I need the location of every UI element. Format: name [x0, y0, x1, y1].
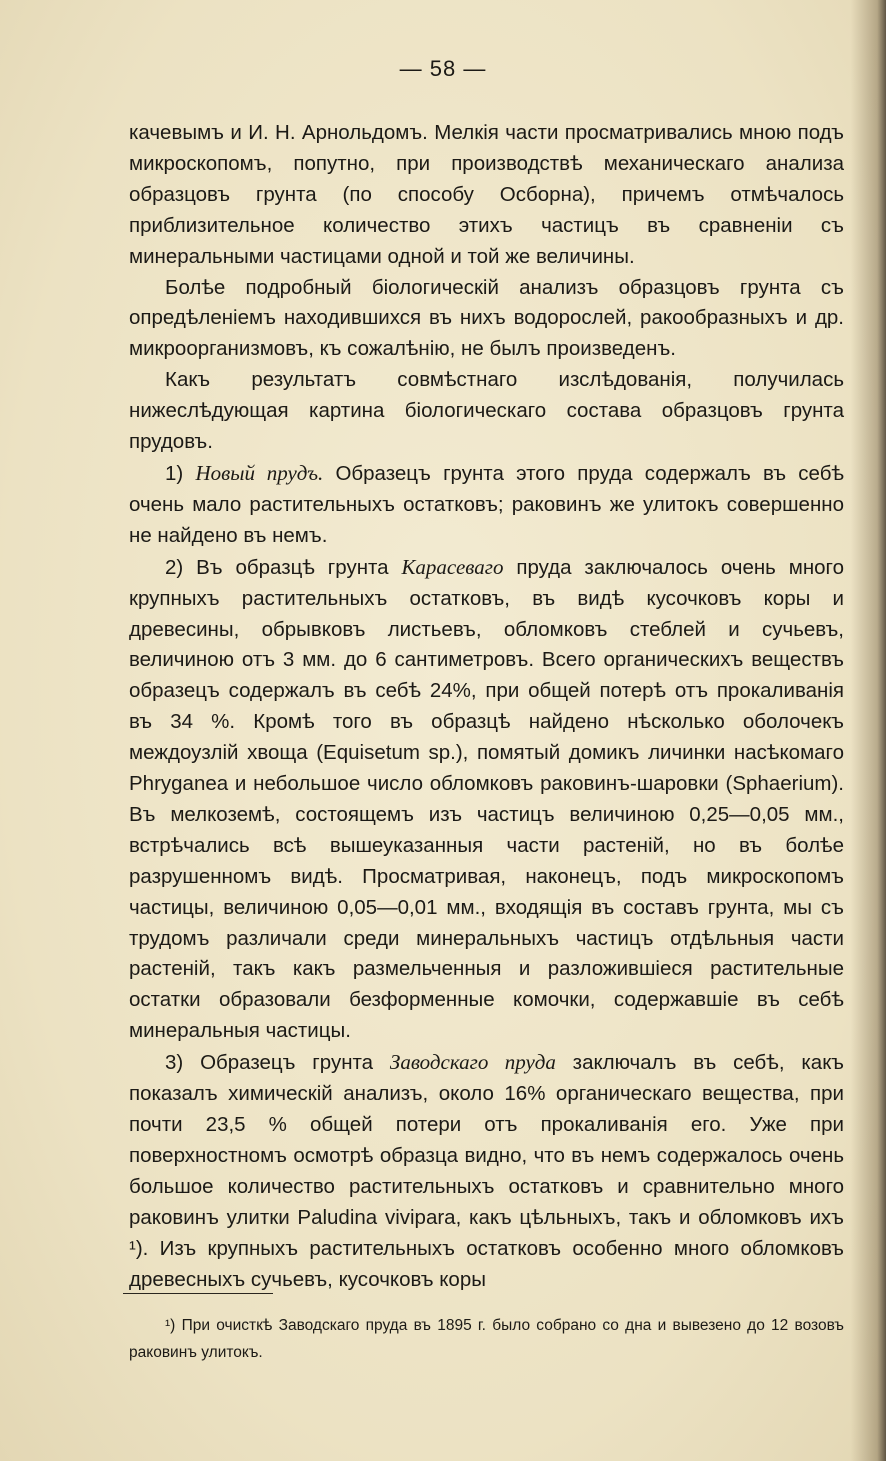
item-text: Образецъ грунта этого пруда содержалъ въ себѣ очень мало растительныхъ остатковъ; раковинъ же улитокъ совершенно не найдено въ немъ. — [129, 461, 845, 547]
paragraph-factory-pond — [129, 1047, 844, 1295]
item-text: пруда заключалось очень много крупныхъ растительныхъ остатковъ, въ видѣ кусочковъ коры и древесины, обрывковъ листьевъ, обломковъ стеблей и сучьевъ, величиною отъ 3 мм. до 6 сантиметровъ. Всего органическихъ веществъ образецъ содержалъ въ себѣ 24%, при общей потерѣ отъ прокаливанія въ 34 %. Кромѣ того въ образцѣ найдено нѣсколько оболочекъ междоузлій хвоща (Equisetum sp.), помятый домикъ личинки насѣкомаго Phryganea и небольшое число обломковъ раковинъ-шаровки (Sphaerium). Въ мелкоземѣ, состоящемъ изъ частицъ величиною 0,25—0,05 мм., встрѣчались всѣ вышеуказанныя части растеній, но въ болѣе разрушенномъ видѣ. Просматривая, наконецъ, подъ микроскопомъ частицы, величиною 0,05—0,01 мм., входящія въ составъ грунта, мы съ трудомъ различали среди минеральныхъ частицъ отдѣльныя части растеній, такъ какъ размельченныя и разложившіеся растительные остатки образовали безформенные комочки, содержавшіе въ себѣ минеральныя частицы. — [129, 555, 844, 1043]
footnote-mark: ¹) — [165, 1317, 176, 1334]
footnote-divider — [123, 1293, 273, 1294]
pond-name: Заводскаго пруда — [389, 1050, 556, 1075]
item-text: заключалъ въ себѣ, какъ показалъ химическій анализъ, около 16% органическаго вещества, при почти 23,5 % общей потери отъ прокаливанія его. Уже при поверхностномъ осмотрѣ образца видно, что въ немъ содержалось очень большое количество растительныхъ остатковъ и сравнительно много раковинъ улитки Paludina vivipara, какъ цѣльныхъ, такъ и обломковъ ихъ ¹). Изъ крупныхъ растительныхъ остатковъ особенно много обломковъ древесныхъ сучьевъ, кусочковъ коры — [129, 1051, 844, 1291]
footnote — [129, 1312, 844, 1366]
item-number: 1) — [165, 461, 184, 485]
paragraph-1: качевымъ и И. Н. Арнольдомъ. Мелкія части просматривались мною подъ микроскопомъ, попутно, при производствѣ механическаго анализа образцовъ грунта (по способу Осборна), причемъ отмѣчалось приблизительное количество этихъ частицъ въ сравненіи съ минеральными частицами одной и той же величины. — [129, 121, 844, 268]
item-number: 2) Въ образцѣ грунта — [165, 555, 389, 579]
paragraph-karasev-pond — [129, 552, 844, 1048]
paragraph-2: Болѣе подробный біологическій анализъ образцовъ грунта съ опредѣленіемъ находившихся въ нихъ водорослей, ракообразныхъ и др. микроорганизмовъ, къ сожалѣнію, не былъ произведенъ. — [129, 275, 844, 361]
page-number: — 58 — — [399, 56, 487, 81]
body-text — [129, 118, 844, 1295]
paragraph-new-pond — [129, 458, 844, 552]
paragraph-3: Какъ результатъ совмѣстнаго изслѣдованія, получилась нижеслѣдующая картина біологическаго состава образцовъ грунта прудовъ. — [129, 368, 844, 454]
pond-name: Карасеваго — [401, 554, 504, 579]
item-number: 3) Образецъ грунта — [165, 1051, 374, 1075]
footnote-text: При очисткѣ Заводскаго пруда въ 1895 г. было собрано со дна и вывезено до 12 возовъ раковинъ улитокъ. — [129, 1317, 844, 1361]
pond-name: Новый прудъ. — [195, 460, 324, 485]
